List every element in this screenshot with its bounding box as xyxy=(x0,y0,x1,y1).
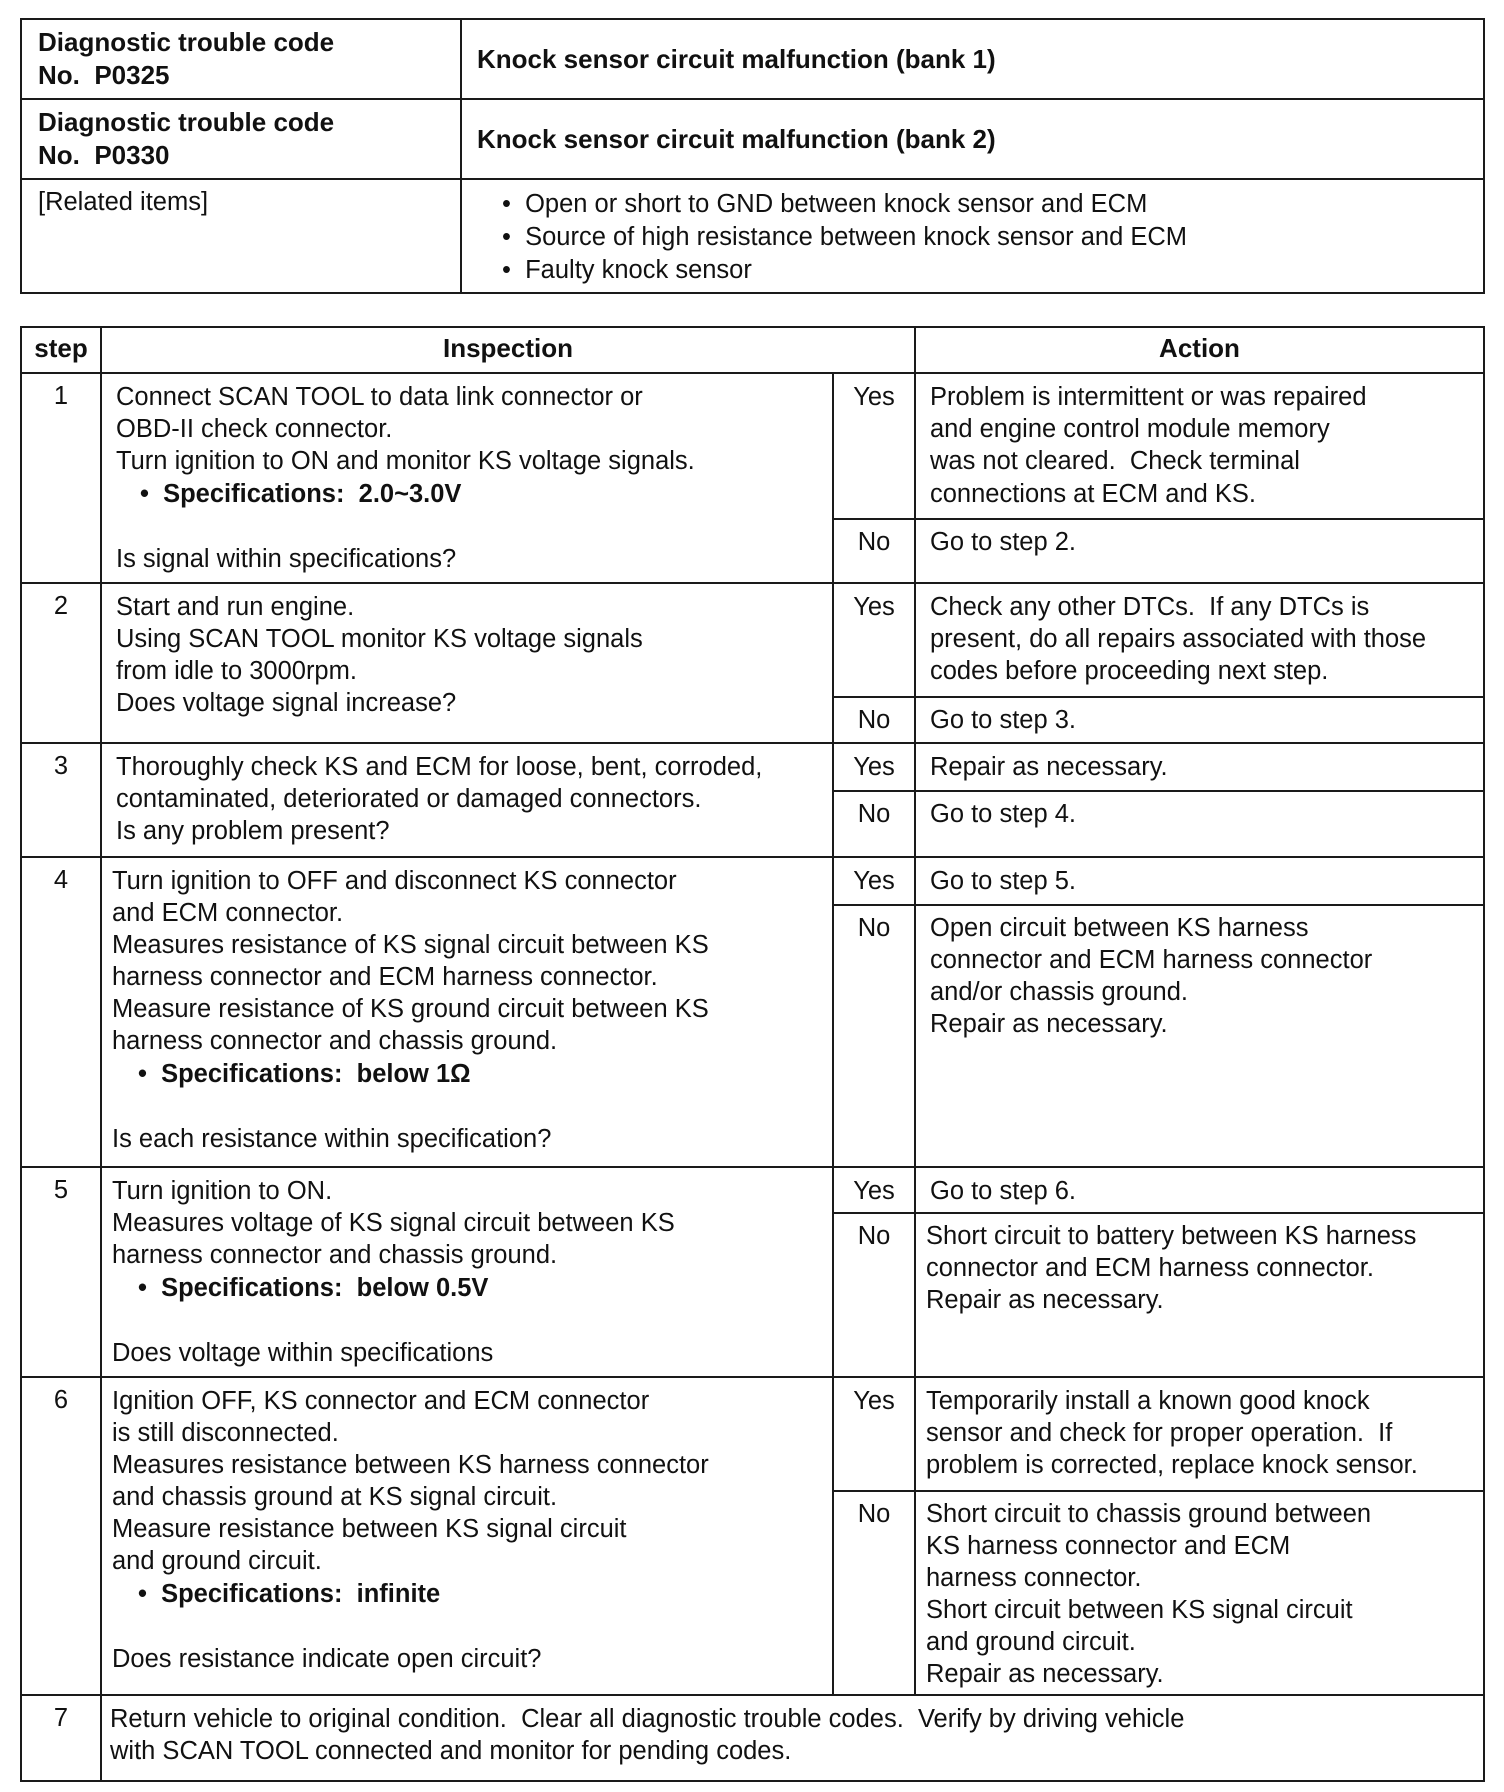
dtc-code-label: Diagnostic trouble code xyxy=(38,27,335,57)
inspection-line: Measures resistance between KS harness connector xyxy=(112,1451,709,1479)
action-line: and engine control module memory xyxy=(930,415,1330,443)
inspection-line: with SCAN TOOL connected and monitor for pending codes. xyxy=(110,1737,792,1765)
inspection-line: Measures resistance of KS signal circuit between KS xyxy=(112,931,709,959)
action-line: Repair as necessary. xyxy=(930,753,1168,781)
step-number: 6 xyxy=(53,1386,69,1414)
step-number: 7 xyxy=(53,1704,69,1732)
related-item: • Open or short to GND between knock sensor and ECM xyxy=(502,190,1148,218)
inspection-question: Does resistance indicate open circuit? xyxy=(112,1645,542,1673)
action-line: problem is corrected, replace knock sensor. xyxy=(926,1451,1418,1479)
action-line: Check any other DTCs. If any DTCs is xyxy=(930,593,1370,621)
action-line: Open circuit between KS harness xyxy=(930,914,1309,942)
dtc-code-number: No. P0325 xyxy=(38,60,170,90)
no-label: No xyxy=(857,1500,891,1528)
step-number: 3 xyxy=(53,752,69,780)
specification: • Specifications: below 1Ω xyxy=(138,1060,471,1088)
action-line: KS harness connector and ECM xyxy=(926,1532,1291,1560)
action-line: harness connector. xyxy=(926,1564,1142,1592)
action-line: Short circuit to chassis ground between xyxy=(926,1500,1372,1528)
no-label: No xyxy=(857,528,891,556)
action-line: present, do all repairs associated with those xyxy=(930,625,1427,653)
specification: • Specifications: below 0.5V xyxy=(138,1274,489,1302)
action-line: Repair as necessary. xyxy=(926,1286,1164,1314)
action-line: and ground circuit. xyxy=(926,1628,1136,1656)
yes-label: Yes xyxy=(853,1177,895,1205)
no-label: No xyxy=(857,1222,891,1250)
step-number: 4 xyxy=(53,866,69,894)
action-line: Short circuit between KS signal circuit xyxy=(926,1596,1353,1624)
inspection-line: contaminated, deteriorated or damaged connectors. xyxy=(116,785,702,813)
inspection-question: Does voltage signal increase? xyxy=(116,689,457,717)
action-line: Go to step 3. xyxy=(930,706,1077,734)
step-number: 5 xyxy=(53,1176,69,1204)
inspection-line: Ignition OFF, KS connector and ECM connector xyxy=(112,1387,650,1415)
inspection-line: Connect SCAN TOOL to data link connector or xyxy=(116,383,643,411)
inspection-line: harness connector and ECM harness connector. xyxy=(112,963,658,991)
inspection-question: Is any problem present? xyxy=(116,817,390,845)
yes-label: Yes xyxy=(853,753,895,781)
action-line: Go to step 6. xyxy=(930,1177,1077,1205)
header-action: Action xyxy=(1159,333,1240,363)
yes-label: Yes xyxy=(853,593,895,621)
inspection-line: harness connector and chassis ground. xyxy=(112,1027,558,1055)
inspection-line: and ground circuit. xyxy=(112,1547,322,1575)
specification: • Specifications: infinite xyxy=(138,1580,441,1608)
no-label: No xyxy=(857,914,891,942)
inspection-line: Start and run engine. xyxy=(116,593,355,621)
action-line: connections at ECM and KS. xyxy=(930,480,1257,508)
no-label: No xyxy=(857,706,891,734)
header-step: step xyxy=(34,333,88,363)
inspection-line: and ECM connector. xyxy=(112,899,344,927)
action-line: codes before proceeding next step. xyxy=(930,657,1329,685)
inspection-question: Does voltage within specifications xyxy=(112,1339,494,1367)
inspection-line: is still disconnected. xyxy=(112,1419,339,1447)
action-line: Repair as necessary. xyxy=(930,1010,1168,1038)
inspection-line: Turn ignition to ON and monitor KS voltage signals. xyxy=(116,447,695,475)
action-line: connector and ECM harness connector xyxy=(930,946,1373,974)
inspection-line: Using SCAN TOOL monitor KS voltage signals xyxy=(116,625,643,653)
action-line: was not cleared. Check terminal xyxy=(930,447,1300,475)
related-item: • Source of high resistance between knock sensor and ECM xyxy=(502,223,1188,251)
inspection-line: Thoroughly check KS and ECM for loose, bent, corroded, xyxy=(116,753,763,781)
inspection-line: Measures voltage of KS signal circuit between KS xyxy=(112,1209,675,1237)
inspection-line: and chassis ground at KS signal circuit. xyxy=(112,1483,558,1511)
dtc-code-label: Diagnostic trouble code xyxy=(38,107,335,137)
header-inspection: Inspection xyxy=(442,333,573,363)
action-line: Go to step 5. xyxy=(930,867,1077,895)
action-line: Problem is intermittent or was repaired xyxy=(930,383,1367,411)
inspection-line: from idle to 3000rpm. xyxy=(116,657,357,685)
inspection-line: Turn ignition to OFF and disconnect KS connector xyxy=(112,867,677,895)
inspection-line: OBD-II check connector. xyxy=(116,415,393,443)
action-line: Short circuit to battery between KS harness xyxy=(926,1222,1417,1250)
action-line: Go to step 4. xyxy=(930,800,1077,828)
action-line: Temporarily install a known good knock xyxy=(926,1387,1370,1415)
related-items-label: [Related items] xyxy=(38,188,209,216)
inspection-line: Turn ignition to ON. xyxy=(112,1177,333,1205)
inspection-line: harness connector and chassis ground. xyxy=(112,1241,558,1269)
dtc-code-number: No. P0330 xyxy=(38,140,170,170)
specification: • Specifications: 2.0~3.0V xyxy=(140,480,462,508)
dtc-description: Knock sensor circuit malfunction (bank 1) xyxy=(477,44,996,74)
action-line: Repair as necessary. xyxy=(926,1660,1164,1688)
inspection-question: Is each resistance within specification? xyxy=(112,1125,552,1153)
action-line: and/or chassis ground. xyxy=(930,978,1188,1006)
no-label: No xyxy=(857,800,891,828)
inspection-line: Measure resistance between KS signal circuit xyxy=(112,1515,627,1543)
inspection-line: Return vehicle to original condition. Clear all diagnostic trouble codes. Verify by driving vehicle xyxy=(110,1705,1185,1733)
yes-label: Yes xyxy=(853,383,895,411)
action-line: connector and ECM harness connector. xyxy=(926,1254,1374,1282)
step-number: 2 xyxy=(53,592,69,620)
related-item: • Faulty knock sensor xyxy=(502,256,752,284)
inspection-line: Measure resistance of KS ground circuit between KS xyxy=(112,995,709,1023)
step-number: 1 xyxy=(53,382,69,410)
yes-label: Yes xyxy=(853,867,895,895)
yes-label: Yes xyxy=(853,1387,895,1415)
action-line: Go to step 2. xyxy=(930,528,1077,556)
action-line: sensor and check for proper operation. If xyxy=(926,1419,1393,1447)
dtc-description: Knock sensor circuit malfunction (bank 2) xyxy=(477,124,996,154)
inspection-question: Is signal within specifications? xyxy=(116,545,457,573)
